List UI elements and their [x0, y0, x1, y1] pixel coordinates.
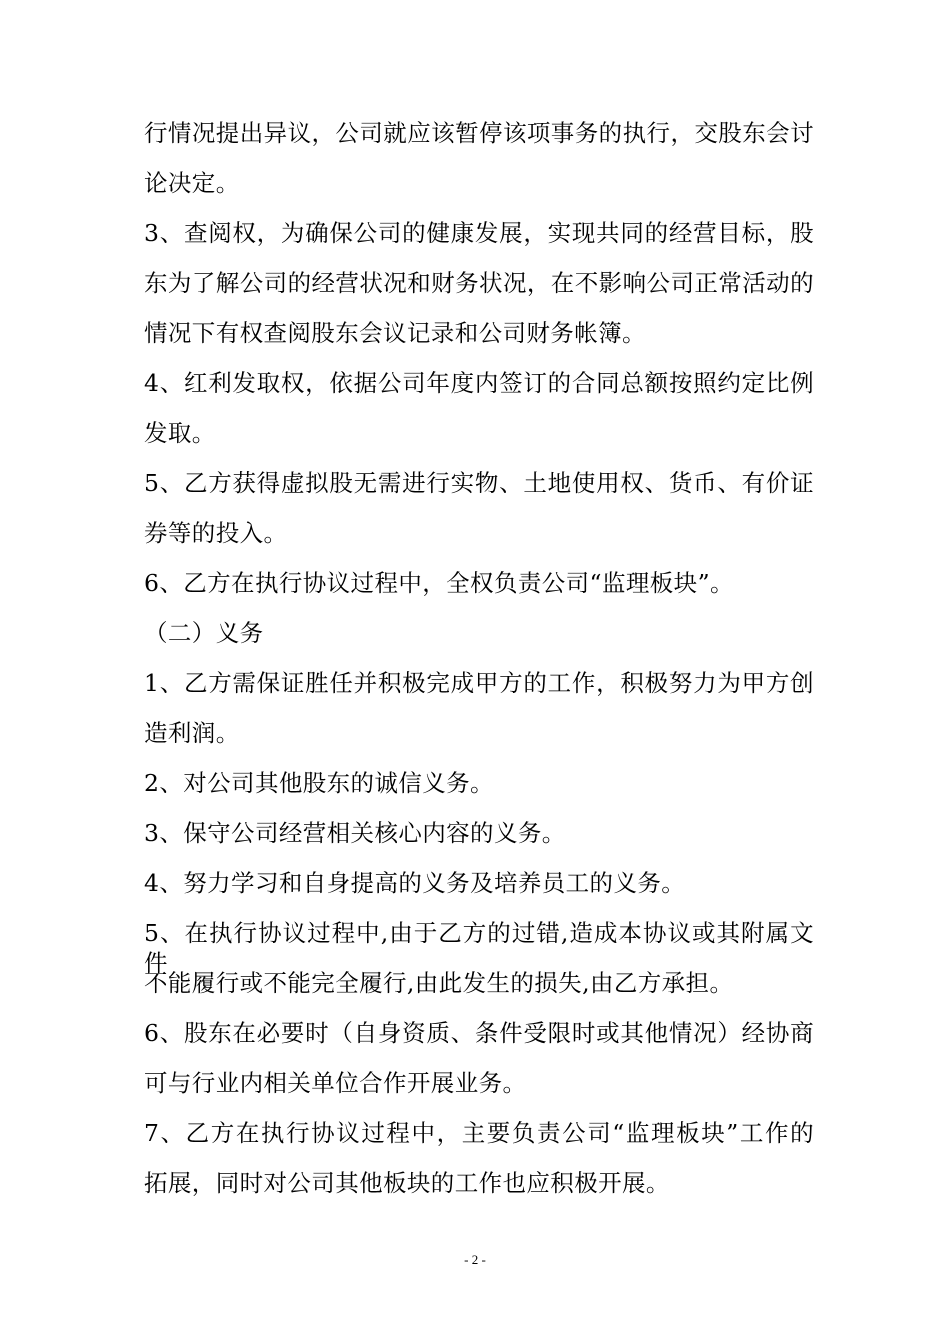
page-number: - 2 -	[464, 1252, 486, 1267]
text-line: 东为了解公司的经营状况和财务状况，在不影响公司正常活动的	[144, 269, 814, 297]
text-line: 券等的投入。	[144, 519, 288, 547]
text-line: 6、乙方在执行协议过程中，全权负责公司“监理板块”。	[144, 569, 734, 597]
text-line: 3、保守公司经营相关核心内容的义务。	[144, 819, 566, 847]
text-line: 行情况提出异议，公司就应该暂停该项事务的执行，交股东会讨	[144, 119, 814, 147]
text-line: 可与行业内相关单位合作开展业务。	[144, 1069, 527, 1097]
section-heading: （二）义务	[144, 619, 264, 647]
text-line: 2、对公司其他股东的诚信义务。	[144, 769, 494, 797]
text-line: 不能履行或不能完全履行,由此发生的损失,由乙方承担。	[144, 969, 734, 997]
text-line: 论决定。	[144, 169, 240, 197]
text-line: 6、股东在必要时（自身资质、条件受限时或其他情况）经协商	[144, 1019, 814, 1047]
text-line: 7、乙方在执行协议过程中，主要负责公司“监理板块”工作的	[144, 1119, 814, 1147]
text-line: 3、查阅权，为确保公司的健康发展，实现共同的经营目标，股	[144, 219, 814, 247]
text-line: 4、红利发取权，依据公司年度内签订的合同总额按照约定比例	[144, 369, 814, 397]
text-line: 1、乙方需保证胜任并积极完成甲方的工作，积极努力为甲方创	[144, 669, 814, 697]
text-line: 拓展，同时对公司其他板块的工作也应积极开展。	[144, 1169, 670, 1197]
text-line: 4、努力学习和自身提高的义务及培养员工的义务。	[144, 869, 686, 897]
text-line: 5、乙方获得虚拟股无需进行实物、土地使用权、货币、有价证	[144, 469, 814, 497]
text-line: 造利润。	[144, 719, 240, 747]
text-line: 5、在执行协议过程中,由于乙方的过错,造成本协议或其附属文件	[144, 919, 814, 977]
text-line: 发取。	[144, 419, 216, 447]
text-line: 情况下有权查阅股东会议记录和公司财务帐簿。	[144, 319, 646, 347]
